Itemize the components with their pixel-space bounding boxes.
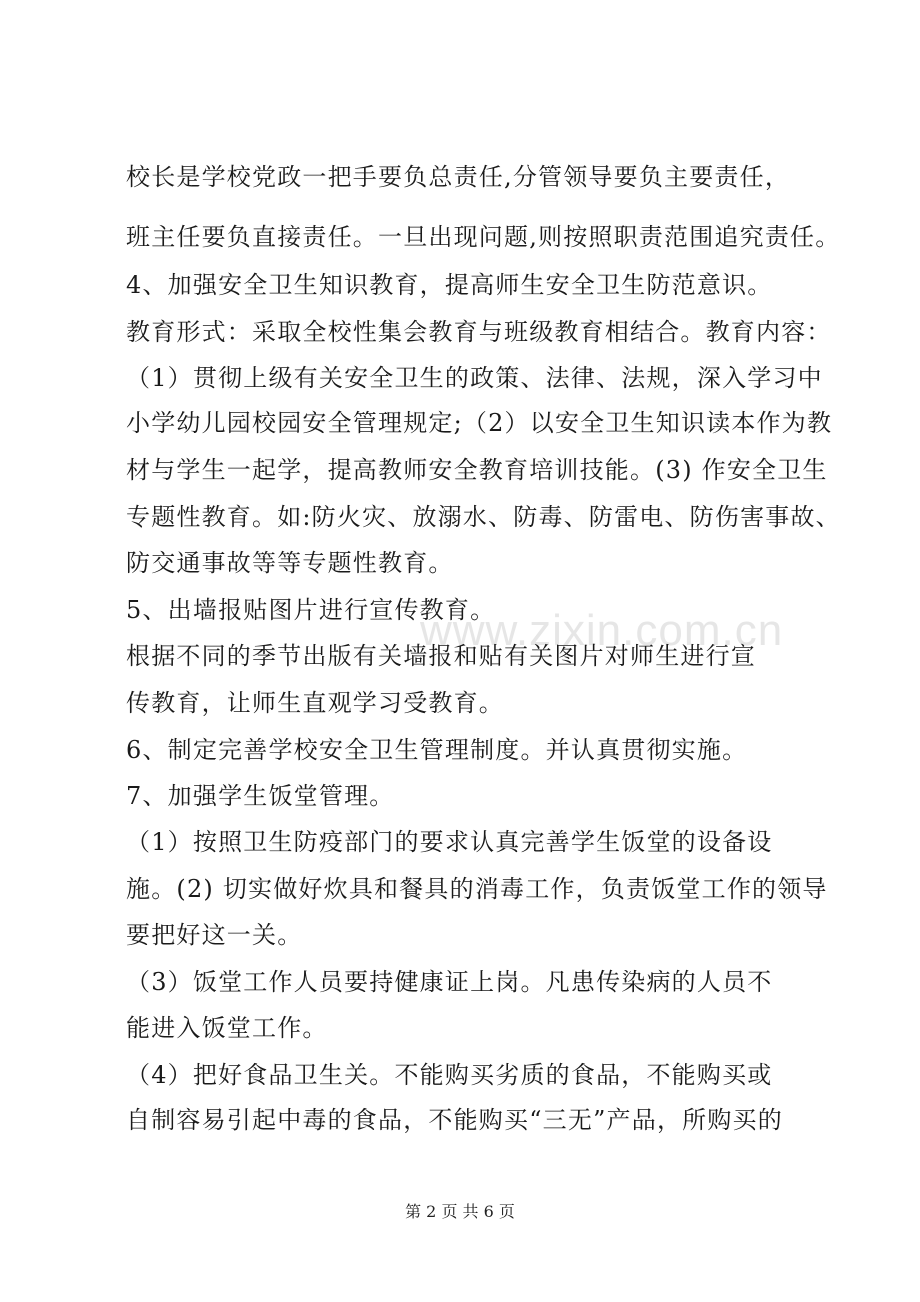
text-line: （4）把好食品卫生关。不能购买劣质的食品，不能购买或 [126,1061,773,1089]
watermark: www.zixin.com.cn [420,606,784,655]
text-line: 7、加强学生饭堂管理。 [126,782,395,810]
text-line: （1）按照卫生防疫部门的要求认真完善学生饭堂的设备设 [126,828,773,856]
text-line: 材与学生一起学，提高教师安全教育培训技能。(3) 作安全卫生 [126,456,828,484]
text-line: 6、制定完善学校安全卫生管理制度。并认真贯彻实施。 [126,736,748,764]
text-line: 根据不同的季节出版有关墙报和贴有关图片对师生进行宣 [126,642,756,670]
text-line: （3）饭堂工作人员要持健康证上岗。凡患传染病的人员不 [126,968,773,996]
text-line: 能进入饭堂工作。 [126,1014,328,1042]
text-line: 要把好这一关。 [126,921,303,949]
text-line: 专题性教育。如:防火灾、放溺水、防毒、防雷电、防伤害事故、 [126,503,841,531]
text-line: 施。(2) 切实做好炊具和餐具的消毒工作，负责饭堂工作的领导 [126,875,828,903]
text-line: （1）贯彻上级有关安全卫生的政策、法律、法规，深入学习中 [126,364,823,392]
text-line: 小学幼儿园校园安全管理规定;（2）以安全卫生知识读本作为教 [126,409,833,437]
text-line: 4、加强安全卫生知识教育，提高师生安全卫生防范意识。 [126,271,773,299]
text-line: 班主任要负直接责任。一旦出现问题,则按照职责范围追究责任。 [126,223,841,251]
page-footer: 第 2 页 共 6 页 [405,1202,515,1221]
text-line: 5、出墙报贴图片进行宣传教育。 [126,596,496,624]
text-line: 自制容易引起中毒的食品，不能购买“三无”产品，所购买的 [126,1106,783,1134]
text-line: 校长是学校党政一把手要负总责任,分管领导要负主要责任， [126,163,791,191]
text-line: 防交通事故等等专题性教育。 [126,549,454,577]
text-line: 传教育，让师生直观学习受教育。 [126,689,504,717]
text-line: 教育形式：采取全校性集会教育与班级教育相结合。教育内容： [126,318,832,346]
